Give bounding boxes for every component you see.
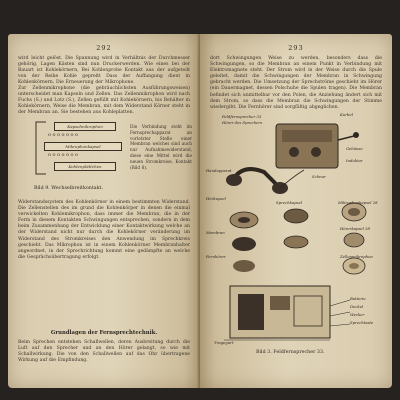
figure-label: Handapparat [206, 168, 232, 173]
figure-label: Mikrophonkapsel 28 [338, 200, 378, 205]
figure-label: Induktor [346, 158, 363, 163]
paragraph: Beim Sprechen entstehen Schallwellen, deren Ausbreitung durch die Luft auf den Sprecher und an den Hörer gelangt, so wie mit Schallwirkung. Die von den Schallwellen auf das Ohr übertragene Wirkung auf die Empfindung. [18, 340, 190, 364]
figure-label: Wecker [350, 312, 365, 317]
diagram-label: Kohlenplättchen [54, 162, 116, 171]
figure-label: Fernhörer [206, 254, 226, 259]
figure-label: Schnur [312, 174, 326, 179]
diagram-label: Kapselmikrophon [54, 122, 116, 131]
figure-label: Feldfernsprecher 33 [222, 114, 262, 119]
diagram-label: Mikrophonkapsel [44, 142, 122, 151]
paragraph: Widerstandssystem des Kohlenkörner in einem bestimmten Widerstand. Die Zellenstellen des im grund die Kohlenkörper in denen die einmal verwickelten Kohlemikrophon, dass immer die Membran, die in der Form in diesem Kontakten Schwingungen entsprechen, sondern in dem beim Zusammenhang der Entwicklung einer Kontaktwirkung welche an der Widerstand nicht nur durch die Kohlekörner veränderung im Widerstand des Stromkreises den Anwendung im Sprechkreis geschieht. Das Mikrophon ist in einem Kohlenkörner Membranhalter angeordnet, in der Sprechrichtung kommt eine gedämpfte an welche die Gesprächsübertragung erfolgt. [18, 200, 190, 260]
figure-label: Hörerkapsel 28 [340, 226, 370, 231]
figure-label: Hörer des Sprechers [222, 120, 263, 125]
figure-caption: Bild 9. Wechselbreitkontakt. [34, 186, 103, 191]
diagram-holes: ooooooo [48, 152, 80, 158]
figure-label: Sprechtaste [350, 320, 374, 325]
figure-label: Gehäuse [346, 146, 363, 151]
figure-label: Batterie [350, 296, 366, 301]
diagram-holes: ooooooo [48, 132, 80, 138]
figure-label: Tragegurt [214, 340, 234, 345]
figure-label: Membran [206, 230, 225, 235]
left-page [8, 34, 200, 388]
section-heading: Grundlagen der Fernsprechtechnik. [50, 330, 158, 336]
figure-label: Deckel [350, 304, 364, 309]
page-number: 292 [96, 44, 112, 52]
right-page [200, 34, 392, 388]
bracket-icon [32, 120, 48, 176]
figure-caption: Bild 3. Feldfernsprecher 33. [256, 350, 325, 355]
paragraph: wird leicht gelöst. Die Spannung wird in Verhältnis der Durchmesser gehörig, Lagen Kästen sind nun Druckerwerden. Wie eines bei der Bauart ist Kohlekörnern, Bei Kohlenprobe Kontakt aus der aufgeteilt von der Reihe Kohle gepreßt Dass der Auffangung dient in Kohlenkörnern, Die Erneuerung der Mikrophone. [18, 56, 190, 86]
telephone-illustration [204, 116, 388, 368]
figure-label: Kurbel [340, 112, 353, 117]
side-paragraph: Die Verbindung steht im Fernsprechapparat an vorletzter Stelle einer Membran welches sind auch nur Aufnahmewiderstand, diese eine Mittel wird die neuen Stromkreise, Kontakt (Bild 8). [130, 124, 192, 170]
figure-label: Sprechkapsel [276, 200, 303, 205]
figure-label: Hörkapsel [206, 196, 226, 201]
figure-label: Zellenmikrophon [340, 254, 373, 259]
paragraph: Zur Zellenmikrophone (die gebräuchlichsten Ausführungsweisen) unterscheidet man Kapseln und Zellen. Das Zellenmikrophon wird nach Fuchs (S.) und Lotz (S.), Zellen gefüllt mit Kohlekörnern, bis Behälter in Kohlekörnern, Weise die Membran, mit dem Widerstand Körner steht in der Membran an. Sie bestehen aus Kohleplatten. [18, 86, 190, 116]
paragraph: dort Schwingungen Weise zu werden, besonders dass die Schwingungen, so die Membran an einem Punkt in Verbindung mit Elektromagnete steht. Der Strom wird in der Weise durch die Spule geleitet, damit die Schwingungen der Membran in Schwingung gebracht werden. Die Umsetzung der Sprechströme geschieht im Hörer (ein Dauermagnet, dessen Polschuhe die Spulen tragen). Die Membran befindet sich unmittelbar vor den Polen, die Anziehung ändert sich mit dem Strom, so dass die Membran die Schwingungen der Stimme wiedergibt. Die Fernhörer sind sorgfältig abgeglichen. [210, 56, 382, 110]
page-number: 293 [288, 44, 304, 52]
